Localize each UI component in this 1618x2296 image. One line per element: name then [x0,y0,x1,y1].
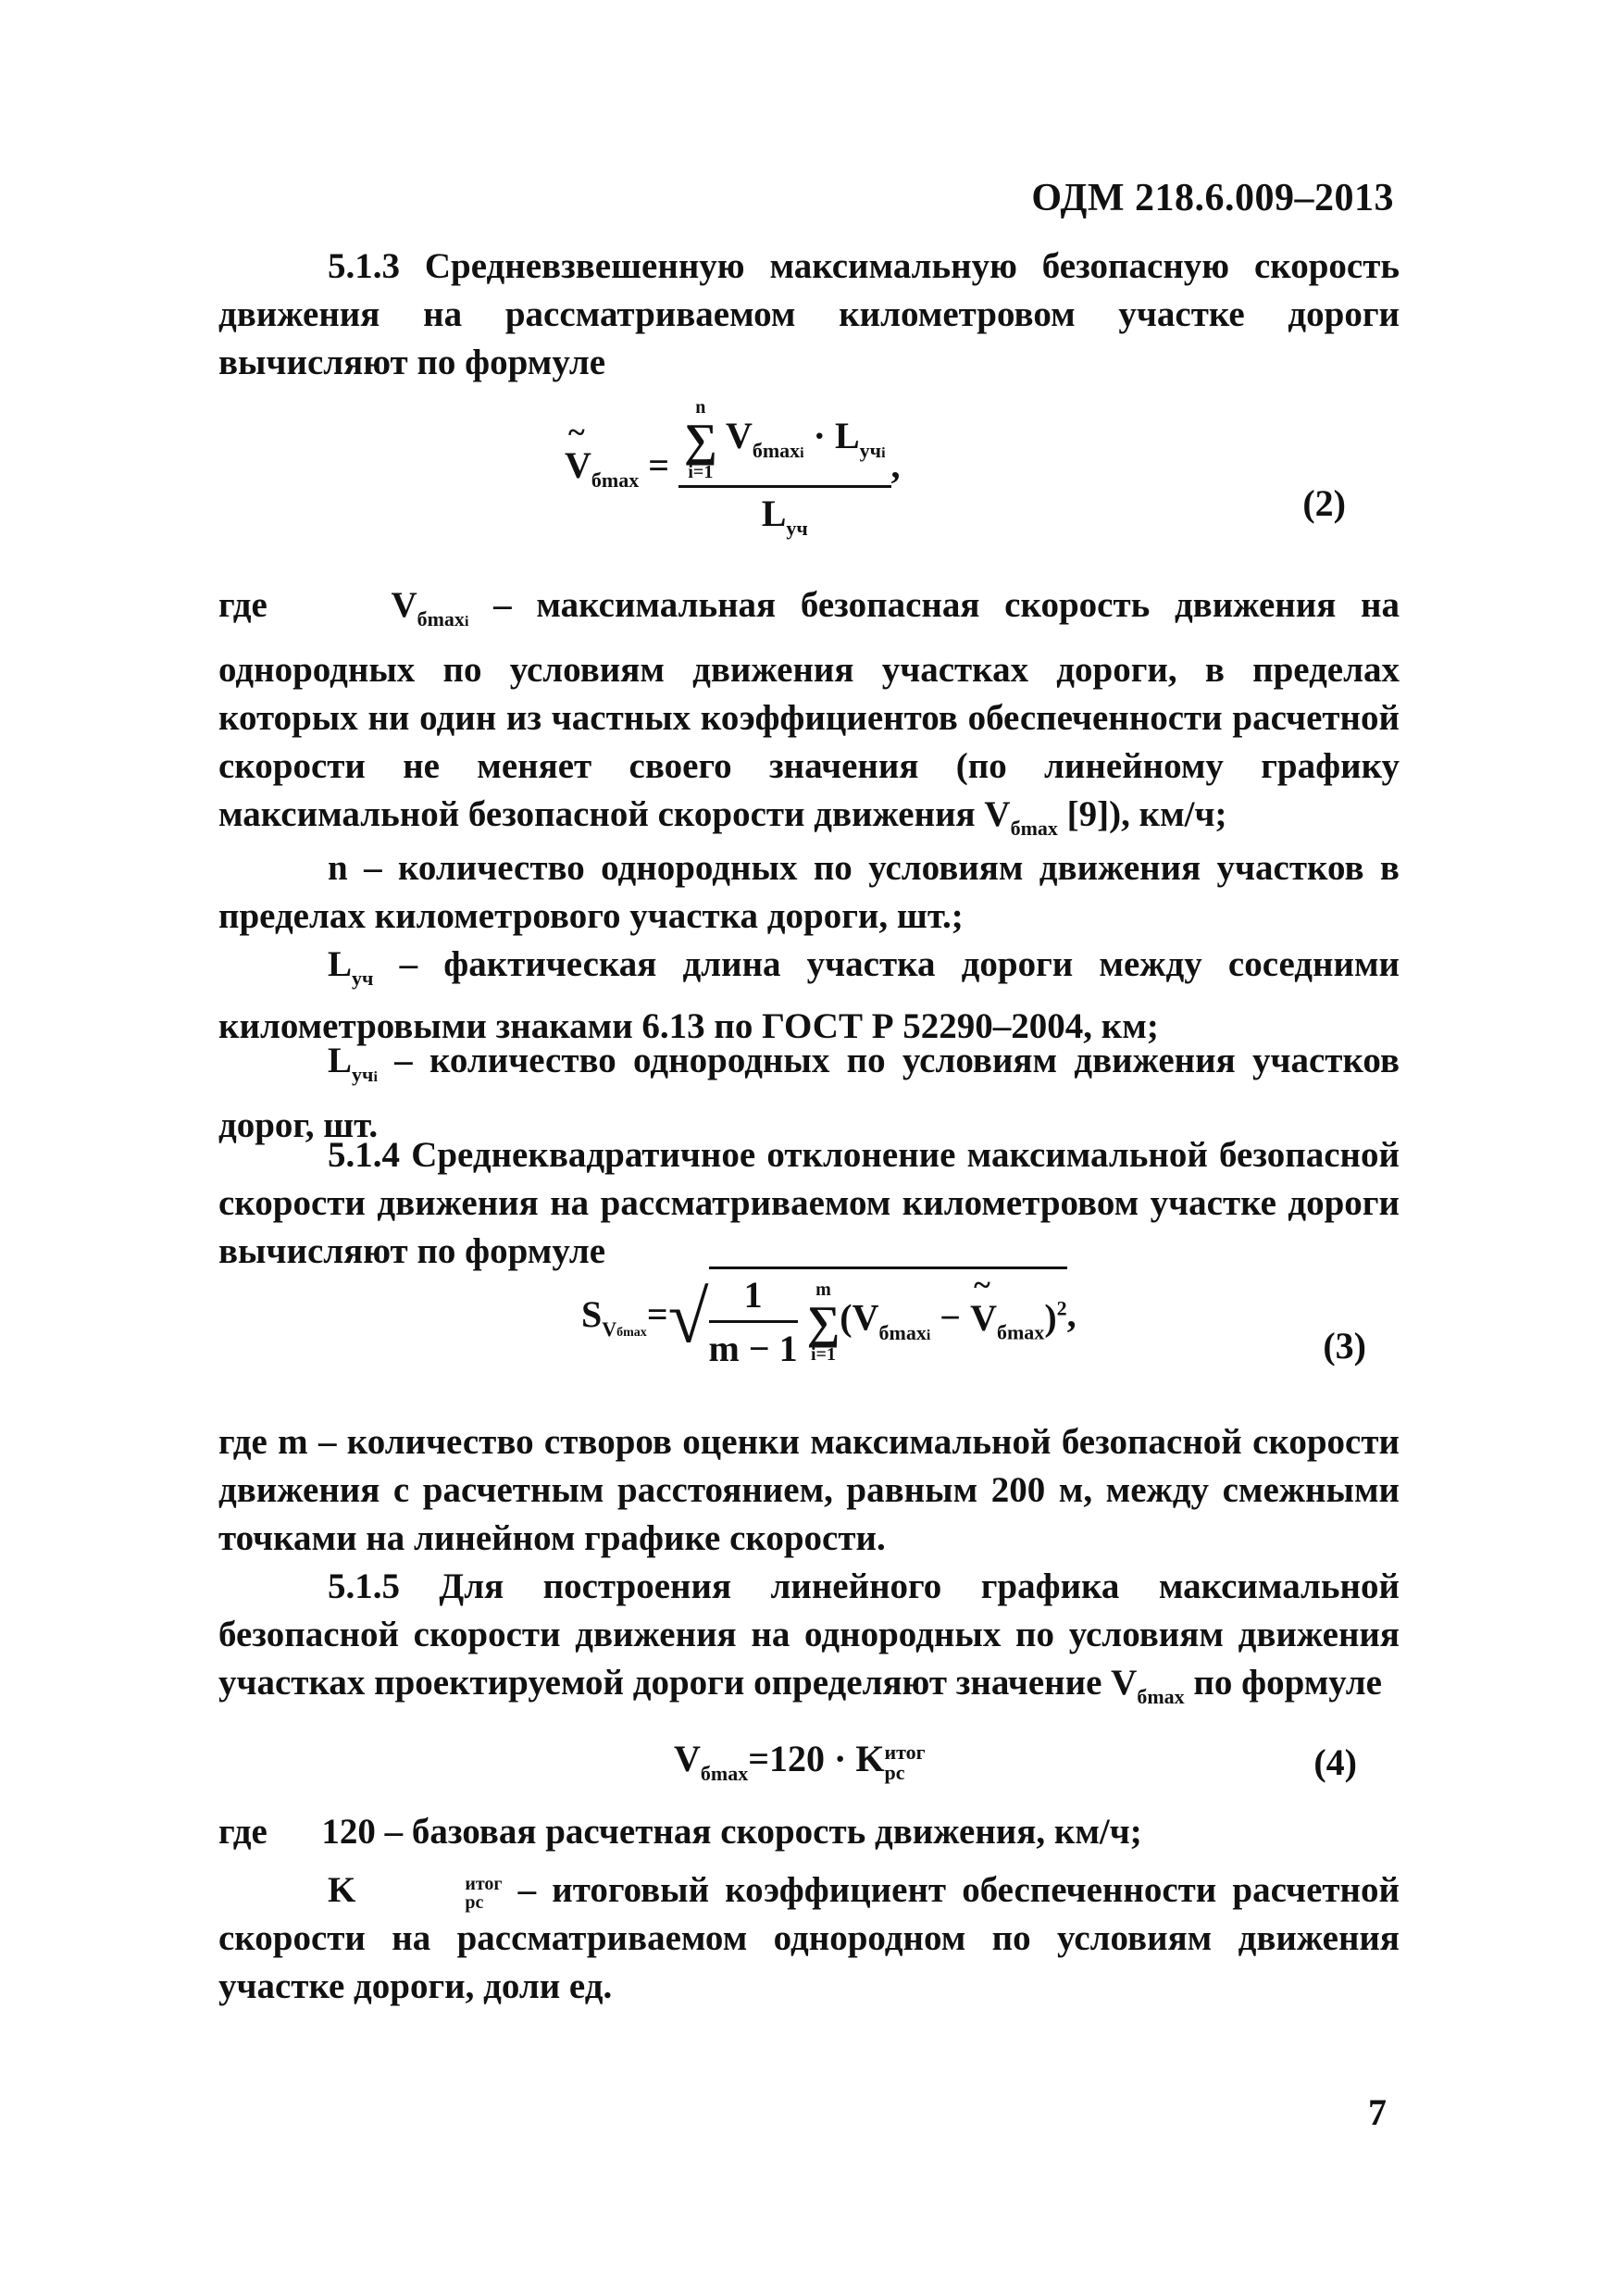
formula-3-sqrt: √ $\frac{1}{m - 1}$ m ∑ i=1 ($V_{бmaxi}$ − ~ $V_{бmax})^2$ [668,1267,1067,1370]
formula-2-numerator: n ∑ i=1 $V_{бmaxi} \cdot L_{учi}$ [678,398,891,488]
where-n-definition: n – количество однородных по условиям движения участков в пределах километрового участка дороги, шт.; [218,848,1400,936]
formula-2: ~ $V_{бmax}$ = n ∑ i=1 $V_{бmaxi} \cdot L_{учi}$ $L_{уч}$ , [565,398,901,541]
formula-4: $V_{бmax}=120 \cdot K$ итог рс [674,1738,926,1785]
formula-3: $S_{Vбmax}=√$ $\frac{1}{m - 1}$ m ∑ i=1 ($V_{бmaxi}$ − ~ $V_{бmax})^2$, [581,1267,1077,1370]
where-l-definition: $L_{уч}$ – фактическая длина участка дороги между соседними километровыми знаками 6.13 по ГОСТ Р 52290–2004, км; [218,944,1400,1046]
formula-3-sum: m ∑ i=1 [806,1279,840,1365]
formula-2-lhs: ~ V [565,443,591,487]
formula-2-lhs-sub: бmax [591,468,640,493]
where-m-definition: где m – количество створов оценки максимальной безопасной скорости движения с расчетным расстоянием, равным 200 м, между смежными точками на линейном графике скорости. [218,1422,1400,1558]
where-v-definition: где $V_{бmaxi}$ – максимальная безопасная скорость движения на однородных по условиям движения участках дороги, в пределах которых ни один из частных коэффициентов обеспеченности расчетной скорости не меняет своего значения (по линейному графику максимальной безопасной скорости движения $V_{бmax}$ [9]), км/ч; [218,585,1400,840]
where-k-definition: K итог рс – итоговый коэффициент обеспеченности расчетной скорости на рассматриваемом однородном по условиям движения участке дороги, доли ед. [218,1870,1400,2006]
document-code: ОДМ 218.6.009–2013 [1031,177,1394,219]
page-number: 7 [1368,2091,1387,2133]
section-5-1-5-paragraph: 5.1.5 Для построения линейного графика максимальной безопасной скорости движения на однородных по условиям движения участках проектируемой дороги определяют значение $V_{бmax}$ по формуле [218,1566,1400,1708]
section-5-1-3-paragraph: 5.1.3 Средневзвешенную максимальную безопасную скорость движения на рассматриваемом километровом участке дороги вычисляют по формуле [218,246,1400,382]
where-120-definition: где 120 – базовая расчетная скорость движения, км/ч; [218,1812,1142,1852]
formula-4-number: (4) [1313,1741,1357,1783]
formula-2-denominator: $L_{уч}$ [761,493,808,540]
section-5-1-4-paragraph: 5.1.4 Среднеквадратичное отклонение максимальной безопасной скорости движения на рассматриваемом километровом участке дороги вычисляют по формуле [218,1135,1400,1271]
where-li-definition: $L_{учi}$ – количество однородных по условиям движения участков дорог, шт. [218,1041,1400,1145]
formula-3-number: (3) [1323,1325,1366,1366]
formula-2-number: (2) [1302,482,1346,524]
formula-3-fraction: $\frac{1}{m - 1}$ [708,1274,798,1369]
formula-2-sum: n ∑ i=1 [684,397,717,482]
formula-2-fraction [678,398,891,541]
